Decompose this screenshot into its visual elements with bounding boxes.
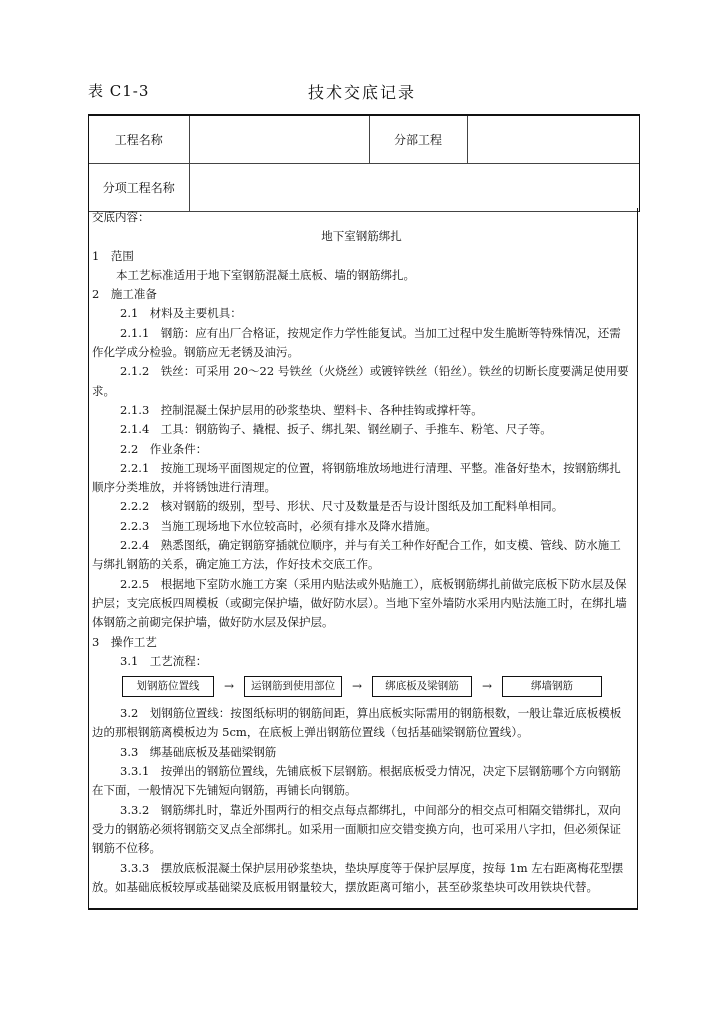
clause-2-2: 2.2 作业条件： — [120, 441, 208, 456]
clause-2-1: 2.1 材料及主要机具： — [120, 306, 242, 321]
clause-3-3: 3.3 绑基础底板及基础梁钢筋 — [120, 744, 277, 759]
clause-3-3-2: 3.3.2 钢筋绑扎时，靠近外围两行的相交点每点都绑扎，中间部分的相交点可相隔交错绑扎，双向受力的钢筋必须将钢筋交叉点全部绑扎。如采用一面顺扣应交错变换方向，也可采用八字扣，但必须保证钢筋不位移。 — [92, 802, 621, 856]
clause-2-2-2: 2.2.2 核对钢筋的级别，型号、形状、尺寸及数量是否与设计图纸及加工配料单相同。 — [120, 499, 564, 514]
flow-arrow: → — [351, 678, 363, 693]
subitem-label: 分项工程名称 — [89, 164, 189, 212]
form-code: 表 C1-3 — [88, 82, 150, 100]
clause-2-1-2: 2.1.2 铁丝：可采用 20～22 号铁丝（火烧丝）或镀锌铁丝（铅丝）。铁丝的切断长度要满足使用要求。 — [92, 364, 629, 398]
flow-arrow: → — [223, 678, 235, 693]
flow-step: 绑底板及梁钢筋 — [372, 676, 472, 697]
clause-2-2-4: 2.2.4 熟悉图纸，确定钢筋穿插就位顺序，并与有关工种作好配合工作，如支模、管线、防水施工与绑扎钢筋的关系，确定施工方法，作好技术交底工作。 — [92, 538, 621, 572]
section-1-text: 本工艺标准适用于地下室钢筋混凝土底板、墙的钢筋绑扎。 — [116, 267, 415, 282]
flow-step: 划钢筋位置线 — [122, 676, 214, 697]
project-name-label: 工程名称 — [89, 116, 189, 164]
intro-label: 交底内容： — [92, 210, 150, 224]
subitem-field[interactable] — [189, 164, 639, 212]
section-3-heading: 3 操作工艺 — [92, 634, 157, 649]
flow-step: 运钢筋到使用部位 — [244, 676, 342, 697]
clause-2-2-1: 2.2.1 按施工现场平面图规定的位置，将钢筋堆放场地进行清理、平整。准备好垫木，按钢筋绑扎顺序分类堆放，并将锈蚀进行清理。 — [92, 460, 621, 495]
clause-2-1-1: 2.1.1 钢筋：应有出厂合格证，按规定作力学性能复试。当加工过程中发生脆断等特殊情况，还需作化学成分检验。钢筋应无老锈及油污。 — [92, 325, 621, 360]
clause-3-3-1: 3.3.1 按弹出的钢筋位置线，先铺底板下层钢筋。根据底板受力情况，决定下层钢筋哪个方向钢筋在下面，一般情况下先铺短向钢筋，再铺长向钢筋。 — [92, 764, 621, 798]
division-field[interactable] — [467, 116, 639, 164]
section-1-heading: 1 范围 — [92, 248, 134, 263]
section-2-heading: 2 施工准备 — [92, 287, 157, 302]
clause-3-3-3: 3.3.3 摆放底板混凝土保护层用砂浆垫块，垫块厚度等于保护层厚度，按每 1m 左右距离梅花型摆放。如基础底板较厚或基础梁及底板用钢量较大，摆放距离可缩小，甚至砂浆垫块可改用铁块代替。 — [92, 860, 624, 894]
clause-3-2: 3.2 划钢筋位置线：按图纸标明的钢筋间距，算出底板实际需用的钢筋根数，一般让靠近底板模板边的那根钢筋离模板边为 5cm，在底板上弹出钢筋位置线（包括基础梁钢筋位置线）。 — [92, 706, 622, 740]
clause-3-1: 3.1 工艺流程： — [120, 653, 208, 668]
project-name-field[interactable] — [189, 116, 369, 164]
flow-arrow: → — [481, 678, 493, 693]
doc-title: 地下室钢筋绑扎 — [321, 229, 402, 244]
clause-2-2-5: 2.2.5 根据地下室防水施工方案（采用内贴法或外贴施工），底板钢筋绑扎前做完底板下防水层及保护层；支完底板四周模板（或砌完保护墙，做好防水层）。当地下室外墙防水采用内贴法施工时，在绑扎墙体钢筋之前砌完保护墙，做好防水层及保护层。 — [92, 576, 627, 630]
page-title: 技术交底记录 — [307, 83, 416, 102]
info-table — [88, 114, 640, 212]
division-label: 分部工程 — [369, 116, 467, 164]
content-section — [88, 208, 638, 910]
clause-2-1-4: 2.1.4 工具：钢筋钩子、撬棍、扳子、绑扎架、钢丝刷子、手推车、粉笔、尺子等。 — [120, 422, 552, 437]
flow-step: 绑墙钢筋 — [502, 676, 602, 697]
process-flow — [122, 676, 631, 697]
clause-2-2-3: 2.2.3 当施工现场地下水位较高时，必须有排水及降水措施。 — [120, 518, 437, 533]
clause-2-1-3: 2.1.3 控制混凝土保护层用的砂浆垫块、塑料卡、各种挂钩或撑杆等。 — [120, 402, 483, 417]
